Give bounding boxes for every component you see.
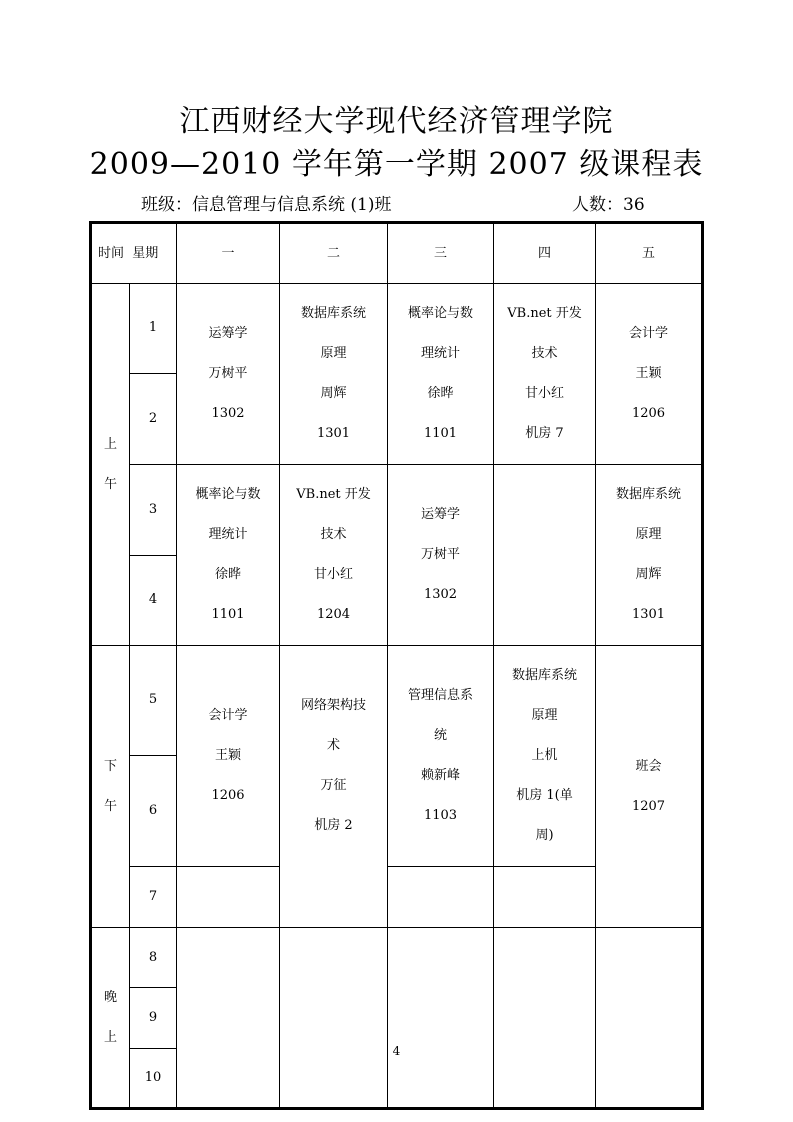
day-header-tue: 二: [280, 223, 388, 284]
course-line: 理统计: [420, 346, 460, 361]
course-line: 会计学: [208, 708, 248, 723]
course-cell: [494, 646, 596, 867]
course-line: 1101: [211, 607, 245, 622]
period-number: 4: [130, 555, 177, 646]
course-line: 1301: [316, 426, 351, 441]
day-header-mon: 一: [177, 223, 280, 284]
course-line: 概率论与数: [195, 487, 261, 502]
course-cell: [596, 646, 703, 928]
period-number: 1: [130, 284, 177, 374]
course-line: 1301: [631, 607, 666, 622]
course-line: 1206: [631, 406, 666, 421]
period-number: 5: [130, 646, 177, 756]
empty-cell: [494, 928, 596, 1109]
course-line: 网络架构技: [300, 698, 366, 713]
course-line: 机房 7: [525, 426, 564, 441]
course-line: 班会: [635, 758, 662, 774]
course-line: 周辉: [635, 567, 662, 582]
course-cell: [177, 646, 280, 867]
session-morning: 上 午: [91, 284, 130, 646]
period-number: 7: [130, 867, 177, 928]
class-label: 班级：信息管理与信息系统 (1)班: [141, 195, 392, 215]
course-line: 数据库系统: [615, 487, 681, 502]
course-line: 周): [535, 828, 554, 843]
course-line: 1302: [211, 406, 245, 421]
course-line: 徐晔: [214, 567, 241, 582]
empty-cell: [280, 928, 388, 1109]
day-header-wed: 三: [388, 223, 494, 284]
course-line: 甘小红: [524, 386, 564, 401]
course-line: 理统计: [208, 527, 248, 542]
course-line: 1206: [211, 788, 245, 803]
course-line: 数据库系统: [300, 306, 366, 321]
session-afternoon: 下 午: [91, 646, 130, 928]
course-line: 上机: [531, 748, 558, 763]
course-line: 机房 2: [314, 818, 353, 833]
course-line: 王颖: [635, 366, 662, 381]
course-cell: [388, 465, 494, 646]
period-number: 8: [130, 928, 177, 988]
page-number: 4: [392, 1044, 401, 1058]
course-line: 统: [433, 728, 447, 743]
empty-cell: [177, 928, 280, 1109]
course-cell: [388, 284, 494, 465]
course-line: VB.net 开发: [507, 306, 582, 321]
course-cell: [494, 284, 596, 465]
course-cell: [280, 646, 388, 928]
period-number: 9: [130, 988, 177, 1049]
course-line: 1101: [423, 426, 458, 441]
course-line: 会计学: [628, 326, 668, 341]
course-cell: [596, 284, 703, 465]
corner-time-label: 时间: [98, 245, 125, 261]
course-line: 徐晔: [427, 386, 454, 401]
corner-cell: [91, 223, 177, 284]
course-line: 赖新峰: [420, 768, 460, 783]
period-row: [91, 284, 703, 374]
course-cell: [177, 465, 280, 646]
session-evening: 晚 上: [91, 928, 130, 1109]
course-line: 1302: [423, 587, 458, 602]
course-line: 万树平: [208, 366, 248, 381]
period-number: 10: [130, 1049, 177, 1109]
day-header-thu: 四: [494, 223, 596, 284]
header-row: [91, 223, 703, 284]
course-line: VB.net 开发: [296, 487, 371, 502]
empty-cell: [494, 867, 596, 928]
course-line: 原理: [320, 346, 347, 361]
schedule-title: 2009—2010 学年第一学期 2007 级课程表: [89, 147, 704, 182]
empty-cell: [596, 928, 703, 1109]
course-line: 技术: [320, 527, 347, 542]
course-line: 管理信息系: [407, 688, 473, 703]
empty-cell: [177, 867, 280, 928]
course-line: 运筹学: [208, 326, 248, 341]
empty-cell: [388, 928, 494, 1109]
corner-day-label: 星期: [132, 245, 159, 261]
empty-cell: [388, 867, 494, 928]
course-line: 万征: [320, 778, 347, 793]
course-line: 机房 1(单: [516, 788, 573, 803]
course-line: 数据库系统: [511, 668, 577, 683]
course-line: 万树平: [420, 547, 460, 562]
school-title: 江西财经大学现代经济管理学院: [179, 104, 614, 139]
course-line: 1103: [423, 808, 458, 823]
course-cell: [280, 465, 388, 646]
period-row: [91, 646, 703, 756]
empty-cell: [494, 465, 596, 646]
period-number: 6: [130, 755, 177, 866]
period-number: 3: [130, 465, 177, 556]
schedule-table: [89, 221, 704, 1110]
course-line: 术: [326, 738, 340, 753]
course-cell: [280, 284, 388, 465]
period-row: [91, 928, 703, 988]
course-line: 概率论与数: [407, 306, 473, 321]
period-row: [91, 465, 703, 556]
course-line: 运筹学: [420, 507, 460, 522]
course-line: 1207: [631, 798, 666, 814]
course-line: 1204: [316, 607, 351, 622]
course-line: 甘小红: [313, 567, 353, 582]
course-cell: [596, 465, 703, 646]
course-line: 原理: [531, 708, 558, 723]
course-line: 技术: [531, 346, 558, 361]
period-number: 2: [130, 373, 177, 464]
course-line: 周辉: [320, 386, 347, 401]
course-cell: [388, 646, 494, 867]
student-count-label: 人数：36: [572, 195, 645, 215]
course-cell: [177, 284, 280, 465]
course-line: 原理: [635, 527, 662, 542]
course-line: 王颖: [214, 748, 241, 763]
day-header-fri: 五: [596, 223, 703, 284]
